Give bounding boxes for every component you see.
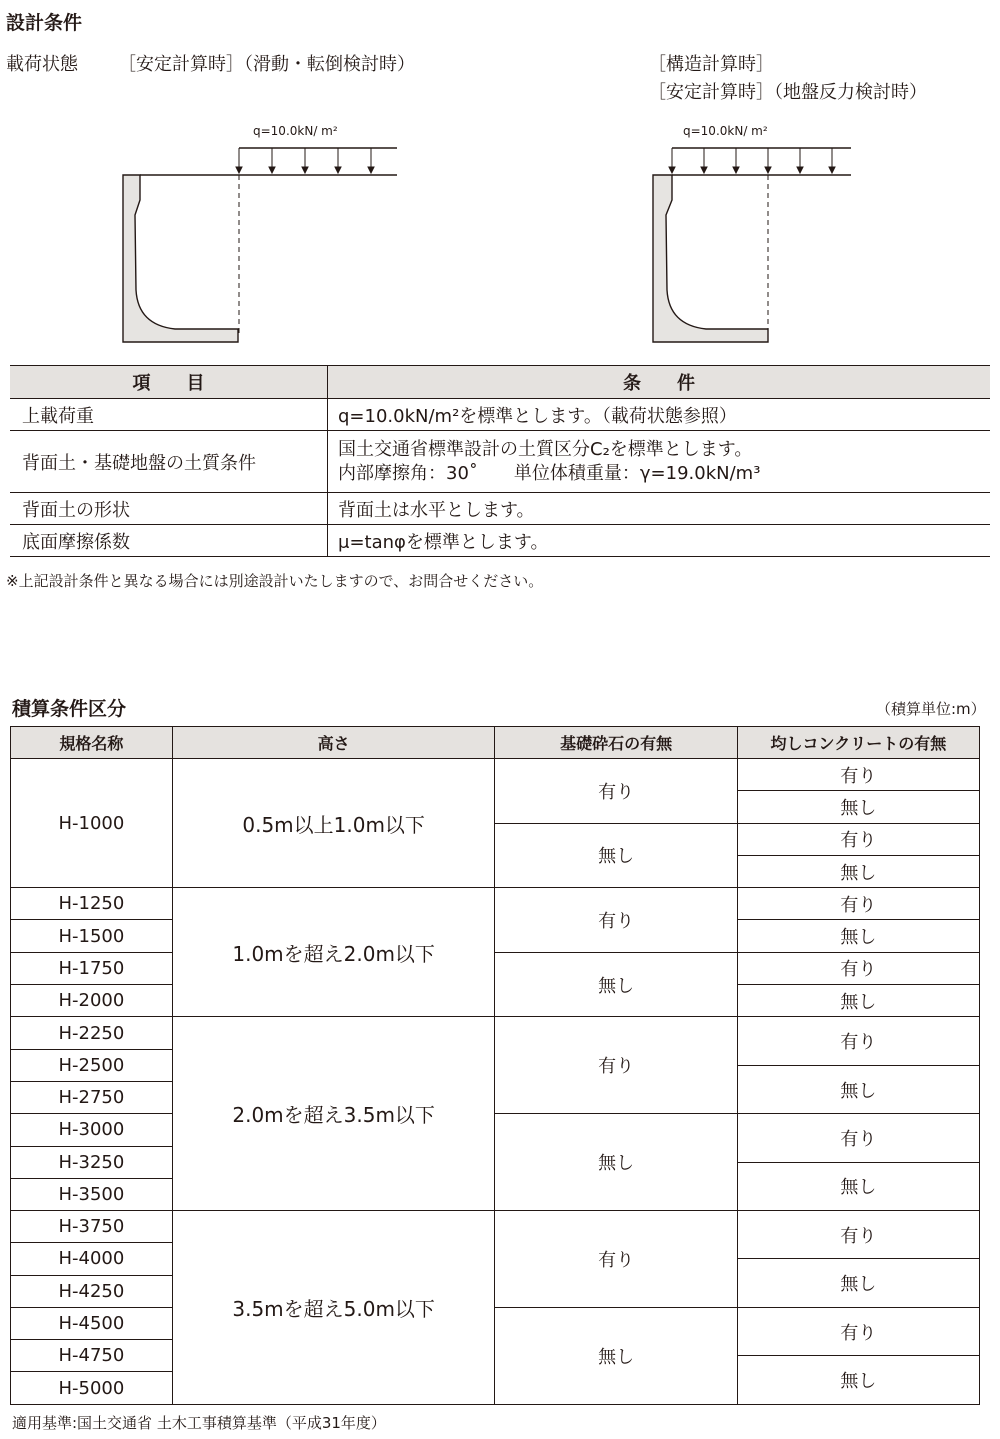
table-row	[10, 493, 990, 525]
base-gravel-value: 有り	[495, 1017, 737, 1114]
leveling-concrete-value: 有り	[737, 1211, 979, 1259]
estimate-unit: （積算単位:m）	[876, 700, 986, 718]
leveling-concrete-value: 無し	[737, 985, 979, 1017]
condition-value: 背面土は水平とします。	[328, 493, 991, 525]
table-row	[11, 1114, 980, 1130]
spec-name: H-2750	[11, 1081, 173, 1113]
estimate-header-row	[11, 727, 980, 759]
leveling-concrete-value: 無し	[737, 920, 979, 952]
spec-name: H-1250	[11, 888, 173, 920]
load-diagram-left	[110, 115, 410, 345]
condition-item: 底面摩擦係数	[10, 525, 328, 557]
height-range: 2.0mを超え3.5m以下	[172, 1017, 495, 1211]
table-row	[11, 759, 980, 791]
leveling-concrete-value: 有り	[737, 1017, 979, 1065]
spec-name: H-2250	[11, 1017, 173, 1049]
spec-name: H-4000	[11, 1243, 173, 1275]
leveling-concrete-value: 無し	[737, 791, 979, 823]
base-gravel-value: 有り	[495, 1211, 737, 1308]
conditions-header-row	[10, 366, 990, 399]
leveling-concrete-value: 有り	[737, 1307, 979, 1355]
condition-value: μ=tanφを標準とします。	[328, 525, 991, 557]
header-base-gravel: 基礎砕石の有無	[495, 727, 737, 759]
table-row	[11, 1211, 980, 1227]
base-gravel-value: 有り	[495, 888, 737, 953]
spec-name: H-4750	[11, 1340, 173, 1372]
leveling-concrete-value: 無し	[737, 1259, 979, 1307]
spec-name: H-4500	[11, 1307, 173, 1339]
spec-name: H-1500	[11, 920, 173, 952]
base-gravel-value: 無し	[495, 1307, 737, 1404]
header-leveling-concrete: 均しコンクリートの有無	[737, 727, 979, 759]
section-title-design-conditions: 設計条件	[6, 12, 83, 34]
estimate-table	[10, 726, 980, 1405]
spec-name: H-1000	[11, 759, 173, 888]
estimate-footer: 適用基準:国土交通省 土木工事積算基準（平成31年度）	[12, 1414, 386, 1432]
table-row	[10, 525, 990, 557]
spec-name: H-5000	[11, 1372, 173, 1404]
conditions-note: ※上記設計条件と異なる場合には別途設計いたしますので、お問合せください。	[6, 572, 544, 590]
leveling-concrete-value: 有り	[737, 888, 979, 920]
base-gravel-value: 有り	[495, 759, 737, 824]
base-gravel-value: 無し	[495, 1114, 737, 1211]
condition-value: q=10.0kN/m²を標準とします。（載荷状態参照）	[328, 399, 991, 431]
spec-name: H-3000	[11, 1114, 173, 1146]
height-range: 3.5mを超え5.0m以下	[172, 1211, 495, 1405]
estimate-body	[11, 759, 980, 1405]
condition-item: 背面土・基礎地盤の土質条件	[10, 431, 328, 493]
spec-name: H-4250	[11, 1275, 173, 1307]
load-label-right: q=10.0kN/ m²	[683, 124, 768, 138]
section-title-estimate: 積算条件区分	[12, 698, 127, 720]
table-row	[10, 431, 990, 493]
leveling-concrete-value: 有り	[737, 759, 979, 791]
leveling-concrete-value: 無し	[737, 1356, 979, 1404]
height-range: 0.5m以上1.0m以下	[172, 759, 495, 888]
table-row	[11, 888, 980, 920]
condition-value-line: 国土交通省標準設計の土質区分C₂を標準とします。	[338, 438, 753, 460]
height-range: 1.0mを超え2.0m以下	[172, 888, 495, 1017]
leveling-concrete-value: 無し	[737, 855, 979, 887]
leveling-concrete-value: 無し	[737, 1065, 979, 1113]
base-gravel-value: 無し	[495, 823, 737, 888]
spec-name: H-3500	[11, 1178, 173, 1210]
condition-item: 背面土の形状	[10, 493, 328, 525]
table-row	[11, 1017, 980, 1033]
right-case-label-2: ［安定計算時］（地盤反力検討時）	[648, 82, 927, 103]
leveling-concrete-value: 有り	[737, 952, 979, 984]
spec-name: H-2000	[11, 985, 173, 1017]
condition-item: 上載荷重	[10, 399, 328, 431]
table-row	[10, 399, 990, 431]
spec-name: H-3750	[11, 1211, 173, 1243]
left-case-label: ［安定計算時］（滑動・転倒検討時）	[118, 54, 415, 75]
base-gravel-value: 無し	[495, 952, 737, 1017]
leveling-concrete-value: 有り	[737, 1114, 979, 1162]
right-case-label-1: ［構造計算時］	[648, 54, 774, 75]
spec-name: H-1750	[11, 952, 173, 984]
leveling-concrete-value: 無し	[737, 1162, 979, 1210]
load-label-left: q=10.0kN/ m²	[253, 124, 338, 138]
condition-value-line: 内部摩擦角：30˚ 単位体積重量：γ=19.0kN/m³	[338, 462, 761, 484]
spec-name: H-3250	[11, 1146, 173, 1178]
table-row	[11, 952, 980, 984]
table-row	[11, 1307, 980, 1323]
condition-value	[328, 431, 991, 493]
spec-name: H-2500	[11, 1049, 173, 1081]
header-height: 高さ	[172, 727, 495, 759]
header-item: 項 目	[10, 366, 328, 399]
load-diagram-right	[640, 115, 940, 345]
leveling-concrete-value: 有り	[737, 823, 979, 855]
header-spec-name: 規格名称	[11, 727, 173, 759]
load-state-label: 載荷状態	[6, 54, 78, 75]
header-condition: 条 件	[328, 366, 991, 399]
design-conditions-table	[10, 365, 990, 557]
